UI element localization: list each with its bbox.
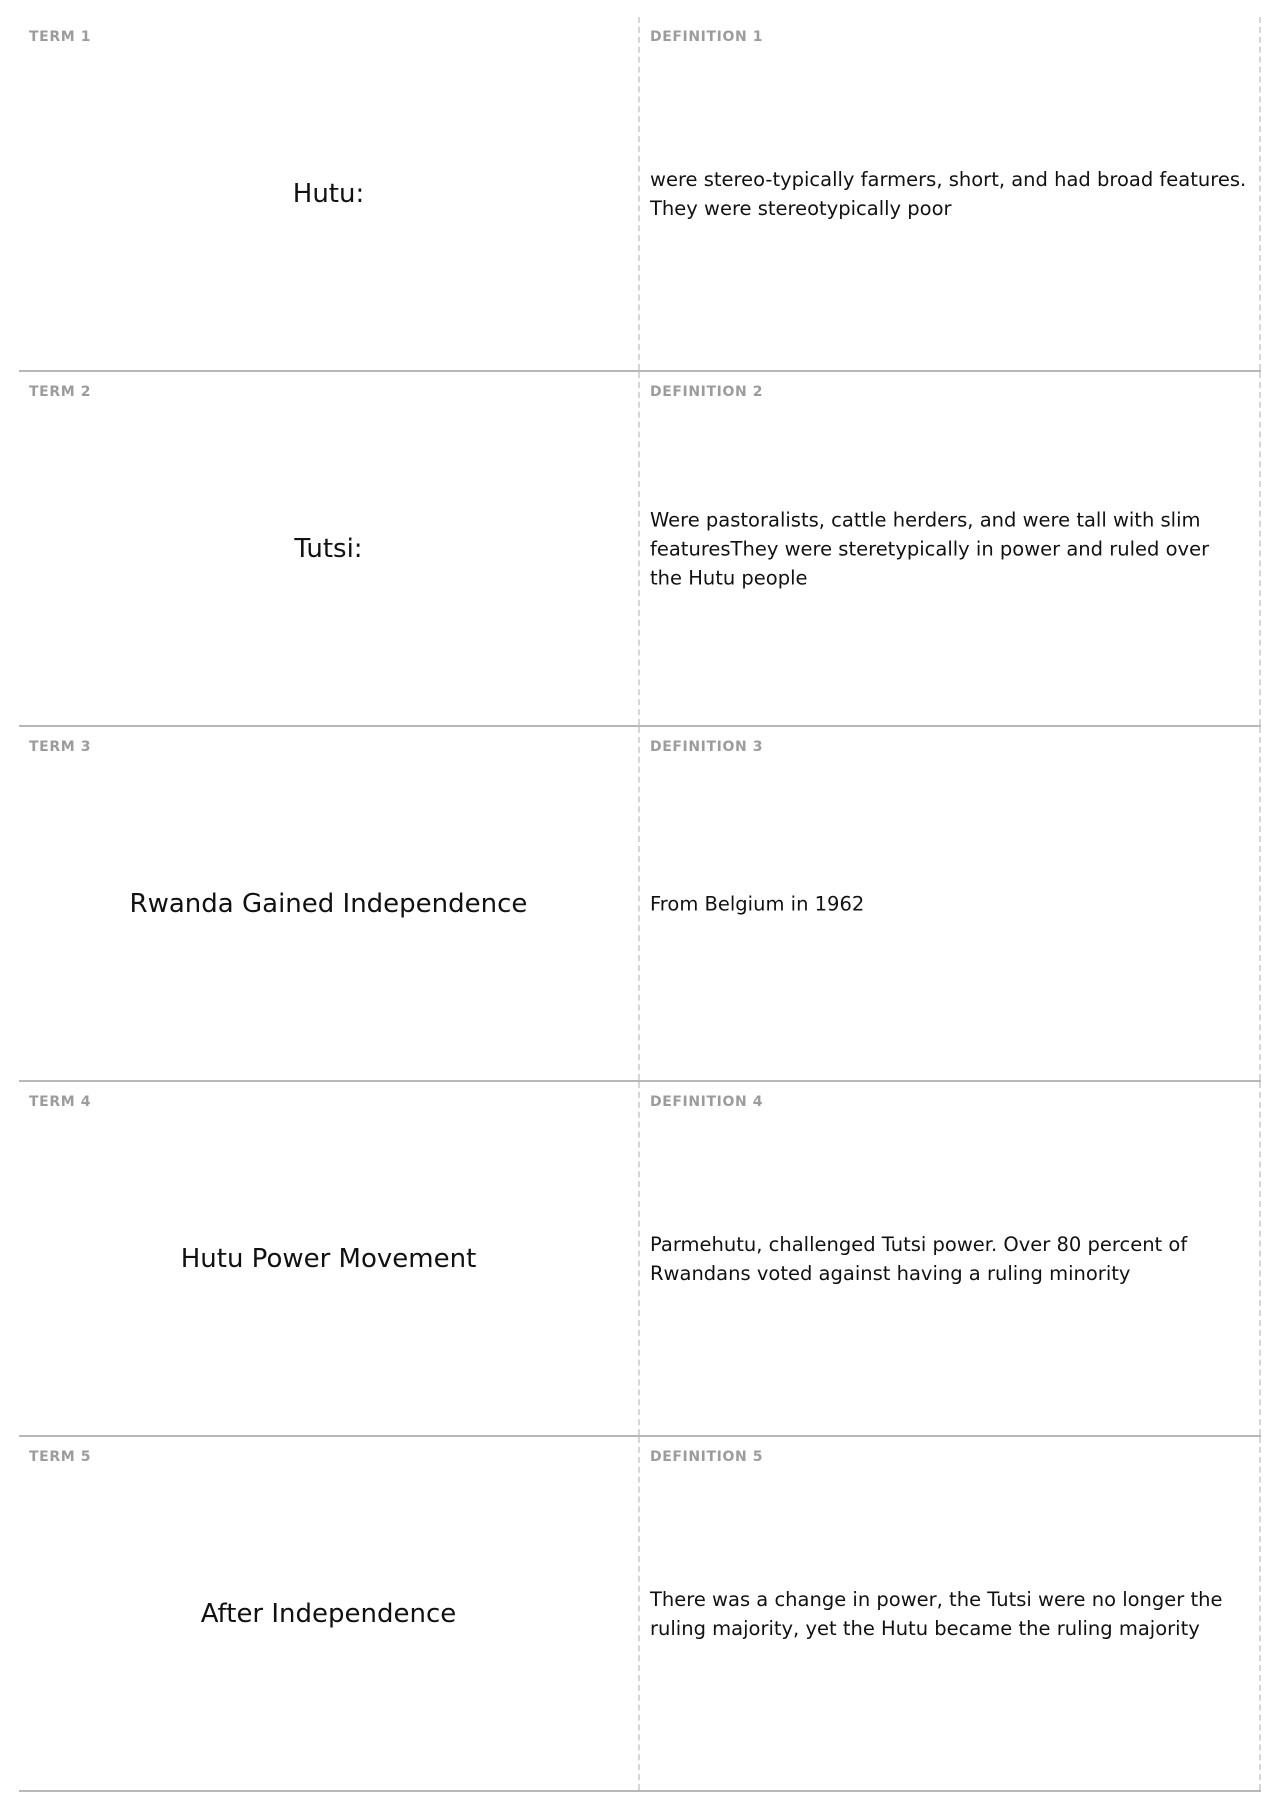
term-text: Hutu Power Movement	[180, 1243, 477, 1274]
term-text: Rwanda Gained Independence	[129, 888, 528, 919]
flashcard	[19, 1082, 1261, 1437]
definition-text: Were pastoralists, cattle herders, and were tall with slim featuresThey were steretypically in power and ruled over the Hutu people	[650, 508, 1210, 589]
term-label: TERM 4	[29, 1094, 92, 1110]
definition-text: From Belgium in 1962	[650, 892, 865, 915]
term-cell	[19, 372, 640, 725]
definition-cell	[640, 727, 1261, 1080]
definition-label: DEFINITION 1	[650, 29, 764, 45]
term-cell	[19, 1082, 640, 1435]
term-label: TERM 2	[29, 384, 92, 400]
flashcard	[19, 727, 1261, 1082]
definition-text: There was a change in power, the Tutsi were no longer the ruling majority, yet the Hutu became the ruling majority	[650, 1587, 1223, 1640]
term-text: After Independence	[200, 1598, 457, 1629]
term-label: TERM 3	[29, 739, 92, 755]
term-cell	[19, 17, 640, 370]
definition-cell	[640, 1437, 1261, 1790]
definition-label: DEFINITION 3	[650, 739, 764, 755]
definition-label: DEFINITION 2	[650, 384, 764, 400]
definition-cell	[640, 372, 1261, 725]
term-cell	[19, 1437, 640, 1790]
definition-text: Parmehutu, challenged Tutsi power. Over 80 percent of Rwandans voted against having a ruling minority	[650, 1232, 1188, 1285]
term-text: Hutu:	[292, 178, 365, 209]
term-text: Tutsi:	[294, 533, 363, 564]
flashcard	[19, 17, 1261, 372]
flashcard-sheet	[19, 17, 1261, 1792]
definition-text: were stereo-typically farmers, short, and had broad features. They were stereotypically poor	[650, 167, 1247, 220]
definition-label: DEFINITION 4	[650, 1094, 764, 1110]
definition-label: DEFINITION 5	[650, 1449, 764, 1465]
term-label: TERM 1	[29, 29, 92, 45]
flashcard	[19, 1437, 1261, 1792]
flashcard	[19, 372, 1261, 727]
definition-cell	[640, 17, 1261, 370]
term-label: TERM 5	[29, 1449, 92, 1465]
definition-cell	[640, 1082, 1261, 1435]
term-cell	[19, 727, 640, 1080]
